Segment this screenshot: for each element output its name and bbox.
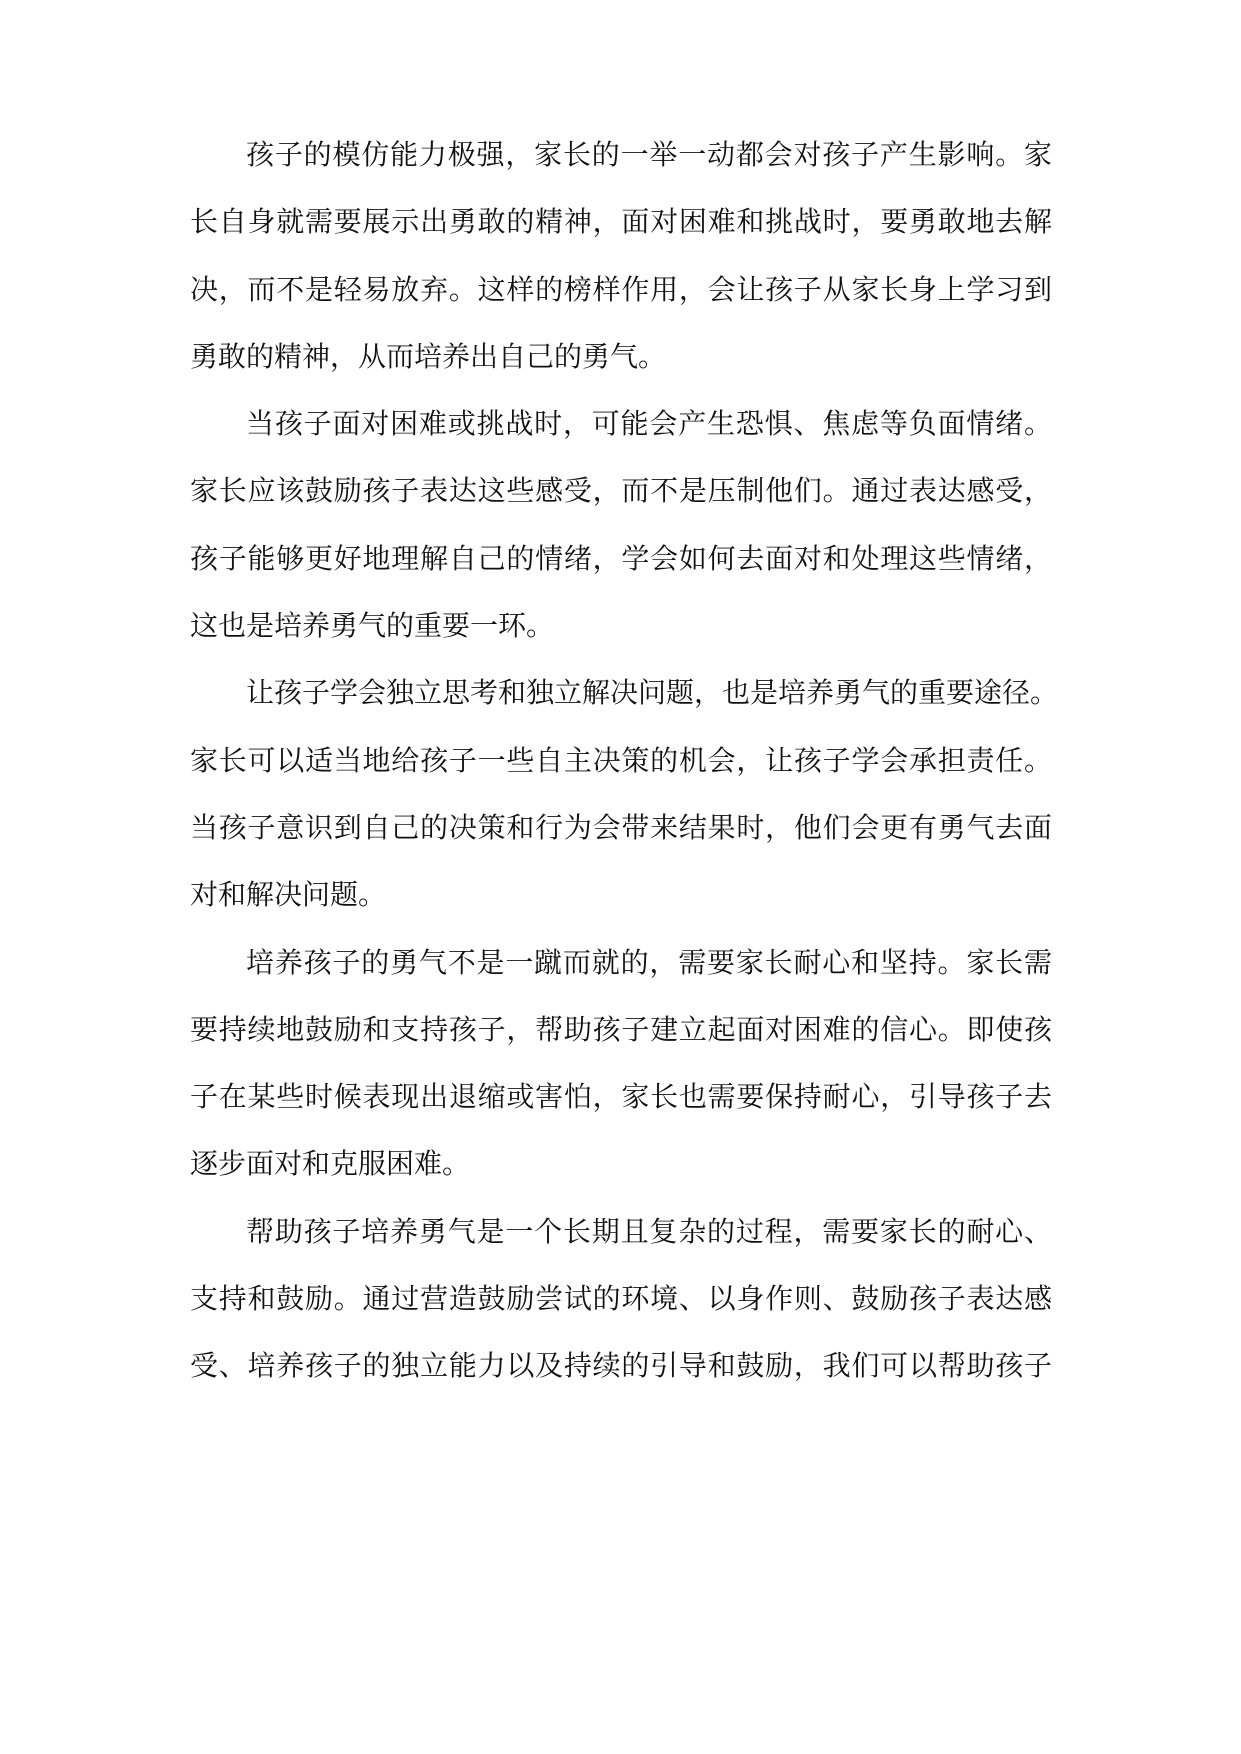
text-line: 当孩子面对困难或挑战时，可能会产生恐惧、焦虑等负面情绪。 — [246, 407, 1052, 441]
paragraph — [190, 121, 1052, 390]
body-text — [190, 121, 1059, 1400]
text-line: 长自身就需要展示出勇敢的精神，面对困难和挑战时，要勇敢地去解 — [190, 205, 1052, 239]
text-line: 孩子能够更好地理解自己的情绪，学会如何去面对和处理这些情绪， — [190, 541, 1052, 575]
text-line: 让孩子学会独立思考和独立解决问题，也是培养勇气的重要途径。 — [246, 676, 1059, 710]
paragraph — [190, 659, 1059, 928]
text-line: 要持续地鼓励和支持孩子，帮助孩子建立起面对困难的信心。即使孩 — [190, 1012, 1052, 1046]
text-line: 这也是培养勇气的重要一环。 — [190, 609, 555, 643]
text-line: 孩子的模仿能力极强，家长的一举一动都会对孩子产生影响。家 — [246, 138, 1052, 171]
paragraph — [190, 1198, 1052, 1400]
text-line: 受、培养孩子的独立能力以及持续的引导和鼓励，我们可以帮助孩子 — [190, 1349, 1052, 1383]
text-line: 决，而不是轻易放弃。这样的榜样作用，会让孩子从家长身上学习到 — [190, 272, 1052, 306]
text-line: 对和解决问题。 — [190, 878, 387, 912]
text-line: 当孩子意识到自己的决策和行为会带来结果时，他们会更有勇气去面 — [190, 810, 1052, 844]
text-line: 家长可以适当地给孩子一些自主决策的机会，让孩子学会承担责任。 — [190, 743, 1052, 777]
text-line: 勇敢的精神，从而培养出自己的勇气。 — [190, 339, 667, 373]
text-line: 支持和鼓励。通过营造鼓励尝试的环境、以身作则、鼓励孩子表达感 — [190, 1282, 1052, 1316]
text-line: 子在某些时候表现出退缩或害怕，家长也需要保持耐心，引导孩子去 — [190, 1080, 1052, 1114]
text-line: 帮助孩子培养勇气是一个长期且复杂的过程，需要家长的耐心、 — [246, 1214, 1052, 1248]
text-line: 逐步面对和克服困难。 — [190, 1147, 471, 1181]
paragraph — [190, 929, 1052, 1198]
paragraph — [190, 390, 1052, 659]
text-line: 培养孩子的勇气不是一蹴而就的，需要家长耐心和坚持。家长需 — [246, 945, 1052, 979]
text-line: 家长应该鼓励孩子表达这些感受，而不是压制他们。通过表达感受， — [190, 474, 1052, 508]
